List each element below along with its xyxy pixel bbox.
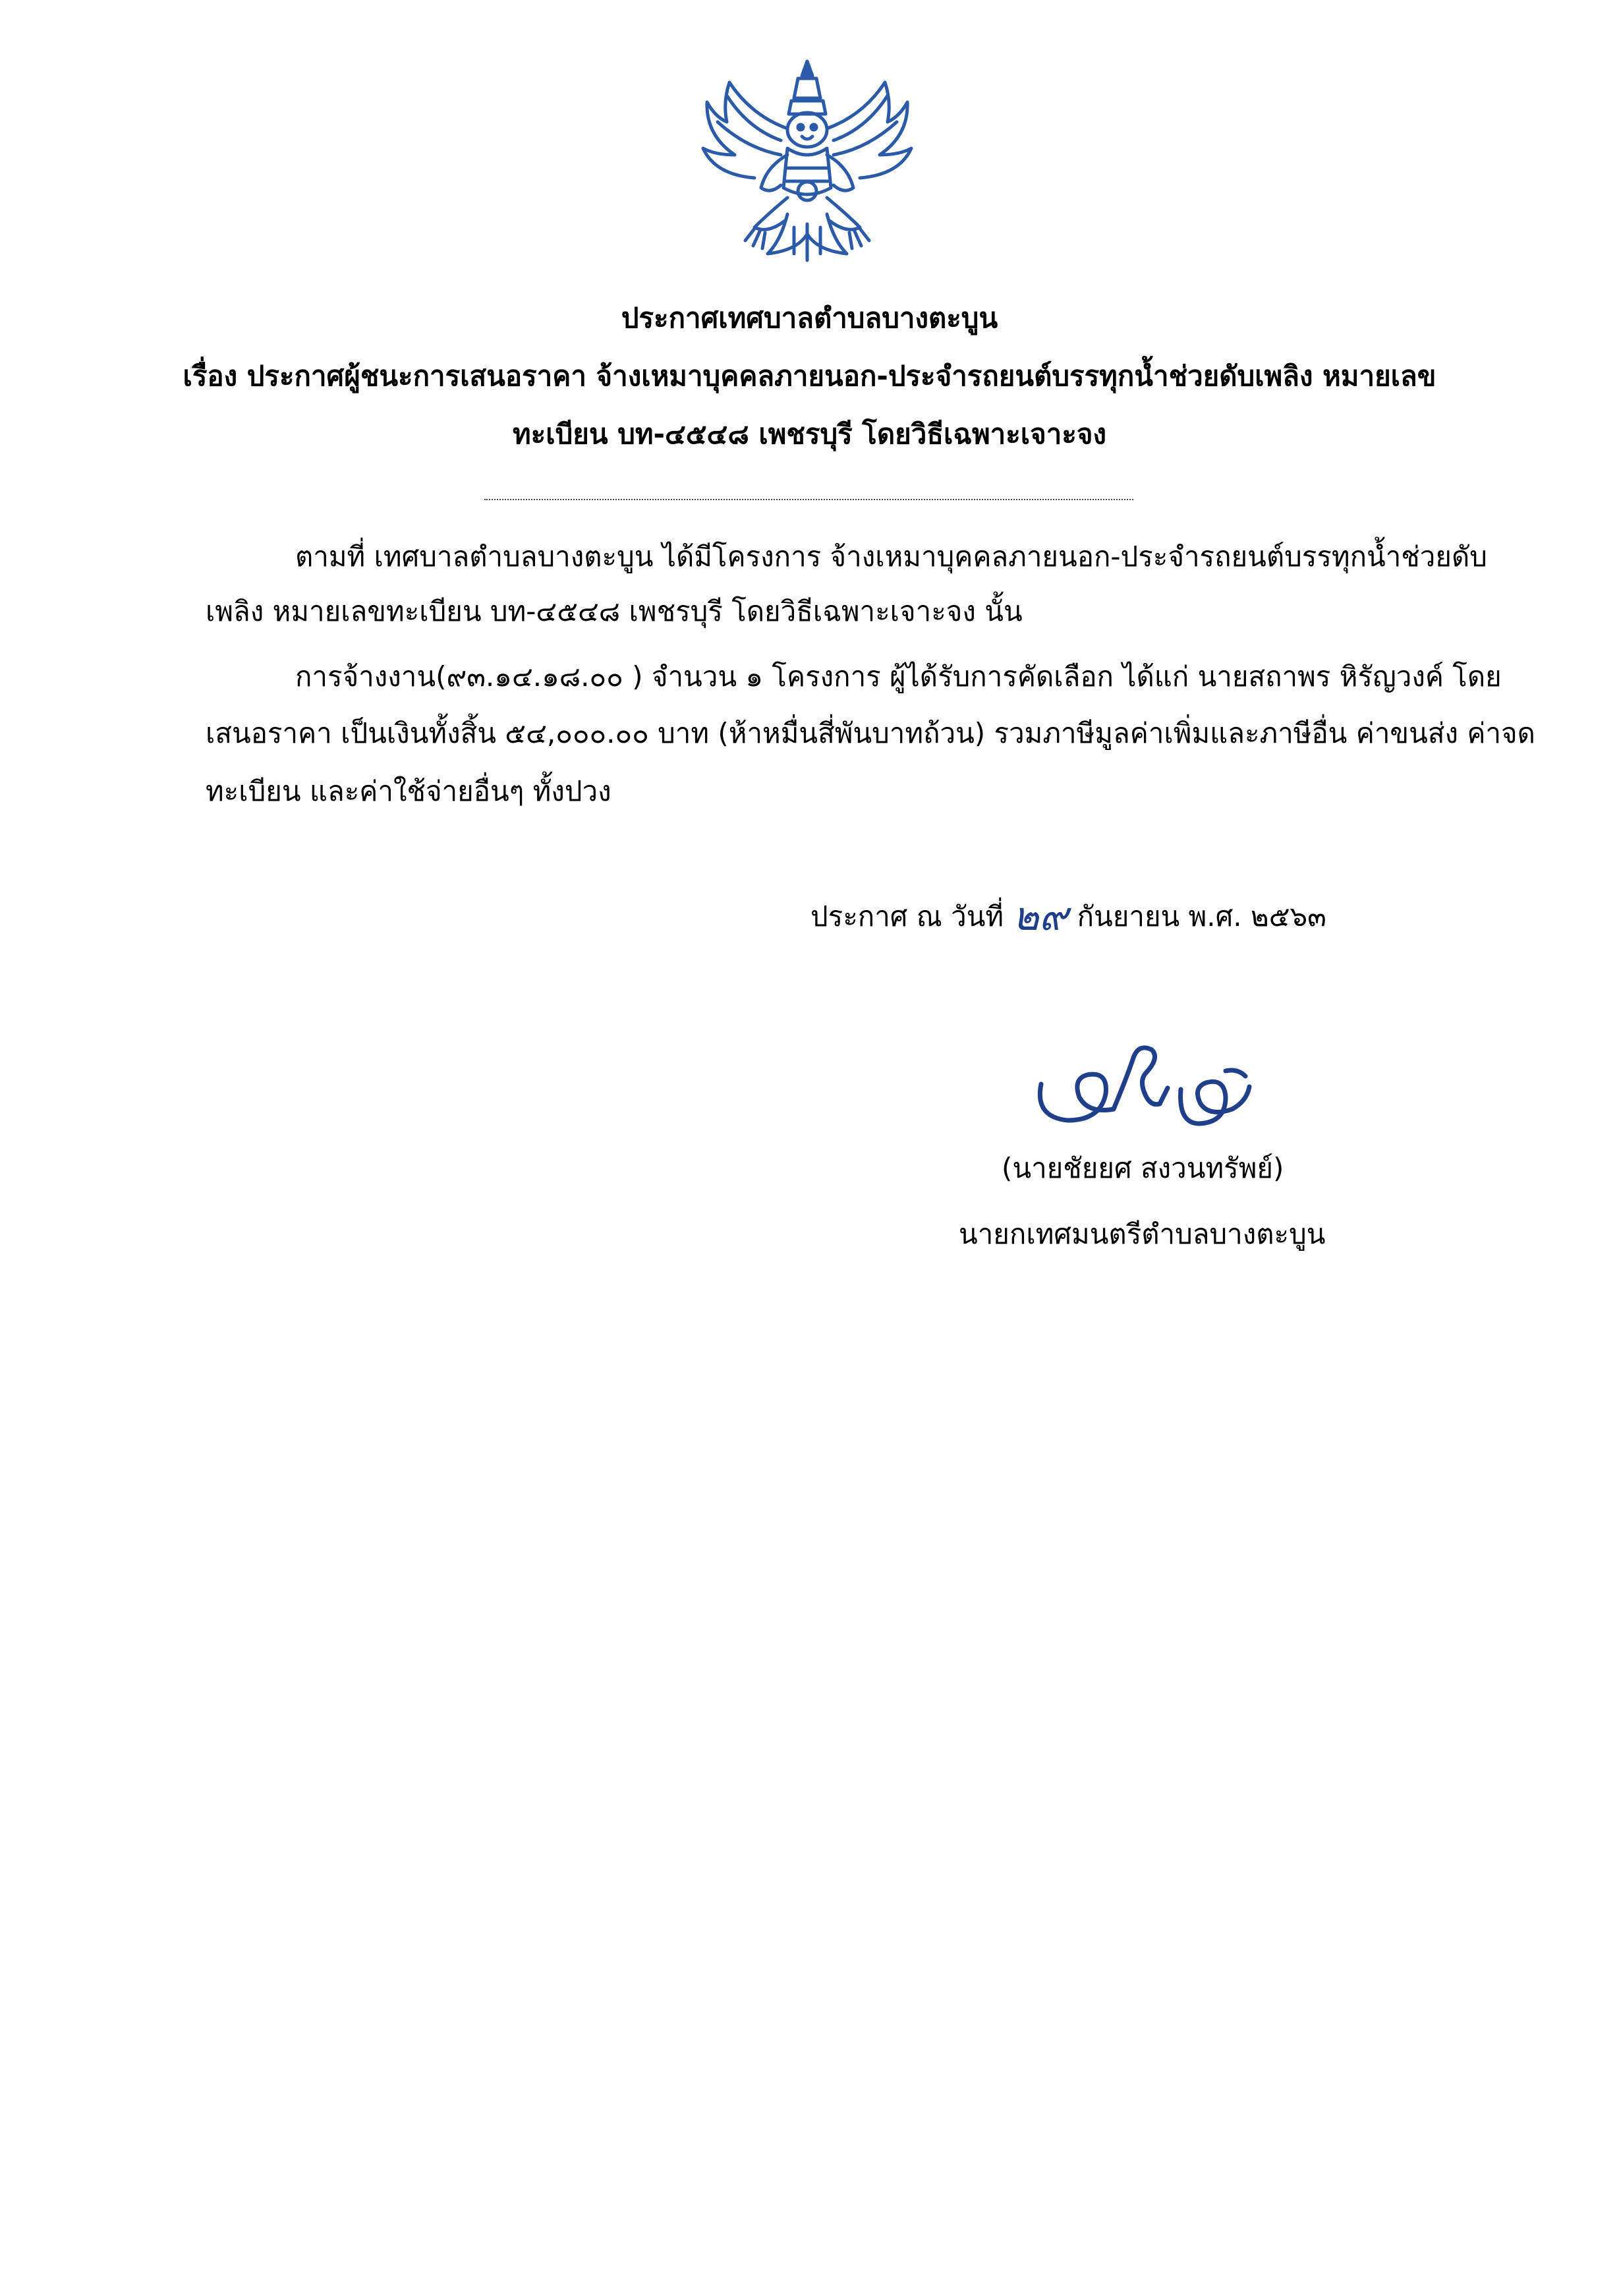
paragraph-2-line-3: ทะเบียน และค่าใช้จ่ายอื่นๆ ทั้งปวง — [206, 775, 611, 807]
signature-icon — [1028, 1031, 1275, 1143]
paragraph-2-line-2: เสนอราคา เป็นเงินทั้งสิ้น ๕๔,๐๐๐.๐๐ บาท (ห้าหมื่นสี่พันบาทถ้วน) รวมภาษีมูลค่าเพิ่มและภาษีอื่น ค่าขนส่ง ค่าจด — [206, 717, 1535, 749]
paragraph-1-line-2: เพลิง หมายเลขทะเบียน บท-๔๕๔๘ เพชรบุรี โดยวิธีเฉพาะเจาะจง นั้น — [206, 595, 1023, 627]
announcement-title: ประกาศเทศบาลตำบลบางตะบูน — [621, 302, 998, 334]
subject-line-2: ทะเบียน บท-๔๕๔๘ เพชรบุรี โดยวิธีเฉพาะเจาะจง — [513, 418, 1106, 450]
date-day-handwritten: ๒๙ — [1013, 894, 1068, 940]
paragraph-2-line-1: การจ้างงาน(๙๓.๑๔.๑๘.๐๐ ) จำนวน ๑ โครงการ ผู้ได้รับการคัดเลือก ได้แก่ นายสถาพร หิรัญวงค์ โดย — [295, 660, 1502, 693]
garuda-emblem-icon — [689, 56, 926, 267]
announcement-date — [810, 893, 1326, 940]
date-prefix: ประกาศ ณ วันที่ — [810, 900, 1004, 933]
date-suffix: กันยายน พ.ศ. ๒๕๖๓ — [1077, 900, 1326, 933]
signatory-name: (นายชัยยศ สงวนทรัพย์) — [1002, 1152, 1284, 1184]
subject-line-1: เรื่อง ประกาศผู้ชนะการเสนอราคา จ้างเหมาบุคคลภายนอก-ประจำรถยนต์บรรทุกน้ำช่วยดับเพลิง หมายเลข — [183, 360, 1436, 392]
signatory-position: นายกเทศมนตรีตำบลบางตะบูน — [959, 1218, 1326, 1250]
paragraph-1-line-1: ตามที่ เทศบาลตำบลบางตะบูน ได้มีโครงการ จ้างเหมาบุคคลภายนอก-ประจำรถยนต์บรรทุกน้ำช่วยดับ — [295, 540, 1487, 573]
header-divider — [484, 499, 1133, 500]
